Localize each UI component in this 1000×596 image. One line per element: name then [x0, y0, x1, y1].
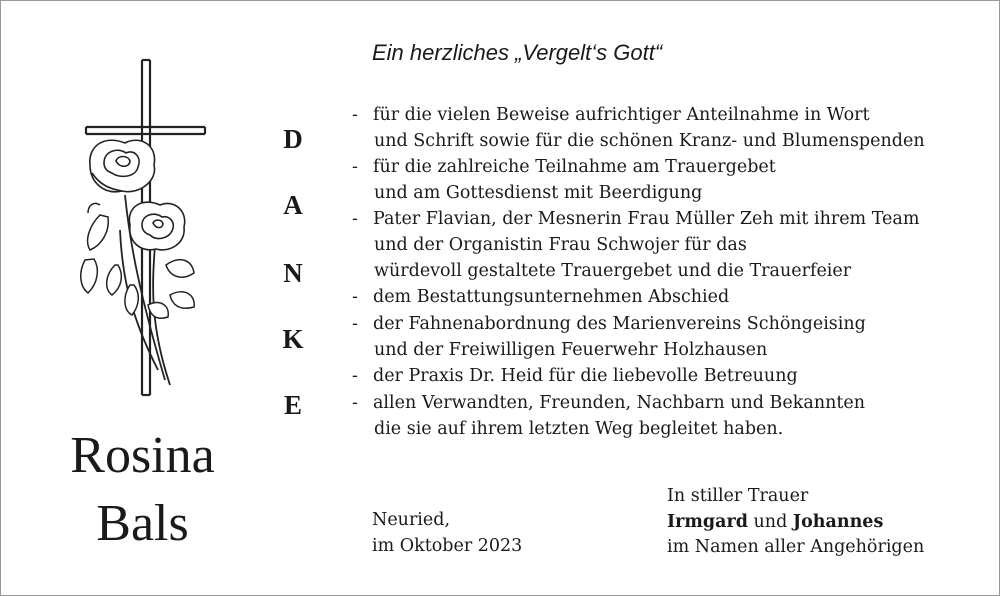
cross-with-roses-illustration — [70, 55, 220, 405]
thanks-line: und der Organistin Frau Schwojer für das — [374, 235, 747, 255]
thanks-line: würdevoll gestaltete Trauergebet und die Trauerfeier — [374, 261, 852, 281]
thanks-line: die sie auf ihrem letzten Weg begleitet haben. — [374, 419, 784, 439]
danke-letter-d: D — [283, 124, 303, 154]
deceased-last-name: Bals — [96, 495, 189, 552]
danke-letter-a: A — [283, 190, 303, 220]
rose-lower-icon — [129, 202, 184, 250]
thanks-line: und Schrift sowie für die schönen Kranz- und Blumenspenden — [374, 131, 925, 151]
danke-letter-n: N — [283, 258, 303, 288]
mourner-name-irmgard: Irmgard — [667, 512, 748, 532]
thanks-line: - dem Bestattungsunternehmen Abschied — [352, 287, 730, 307]
mourners-intro: In stiller Trauer — [667, 486, 809, 506]
mourners-closing: im Namen aller Angehörigen — [667, 537, 925, 557]
mourners-names — [667, 510, 883, 535]
thanks-line: und der Freiwilligen Feuerwehr Holzhausen — [374, 340, 768, 360]
heading-vergelts-gott: Ein herzliches „Vergelt‘s Gott“ — [372, 40, 663, 65]
place-city: Neuried, — [372, 510, 451, 530]
mourners-joiner: und — [747, 512, 793, 532]
danke-letter-k: K — [282, 324, 304, 354]
thanks-line: - der Fahnenabordnung des Marienvereins Schöngeising — [352, 314, 866, 334]
thanks-line: - für die vielen Beweise aufrichtiger Anteilnahme in Wort — [352, 105, 870, 125]
rose-upper-icon — [90, 140, 155, 192]
thanks-line: und am Gottesdienst mit Beerdigung — [374, 183, 703, 203]
deceased-first-name: Rosina — [70, 427, 215, 484]
mourner-name-johannes: Johannes — [792, 512, 884, 532]
thanks-line: - Pater Flavian, der Mesnerin Frau Müller Zeh mit ihrem Team — [352, 209, 920, 229]
danke-letter-e: E — [283, 390, 302, 420]
thanks-line: - allen Verwandten, Freunden, Nachbarn und Bekannten — [352, 393, 866, 413]
place-date: im Oktober 2023 — [372, 536, 523, 556]
thanks-line: - für die zahlreiche Teilnahme am Trauergebet — [352, 157, 776, 177]
thanks-line: - der Praxis Dr. Heid für die liebevolle Betreuung — [352, 366, 798, 386]
